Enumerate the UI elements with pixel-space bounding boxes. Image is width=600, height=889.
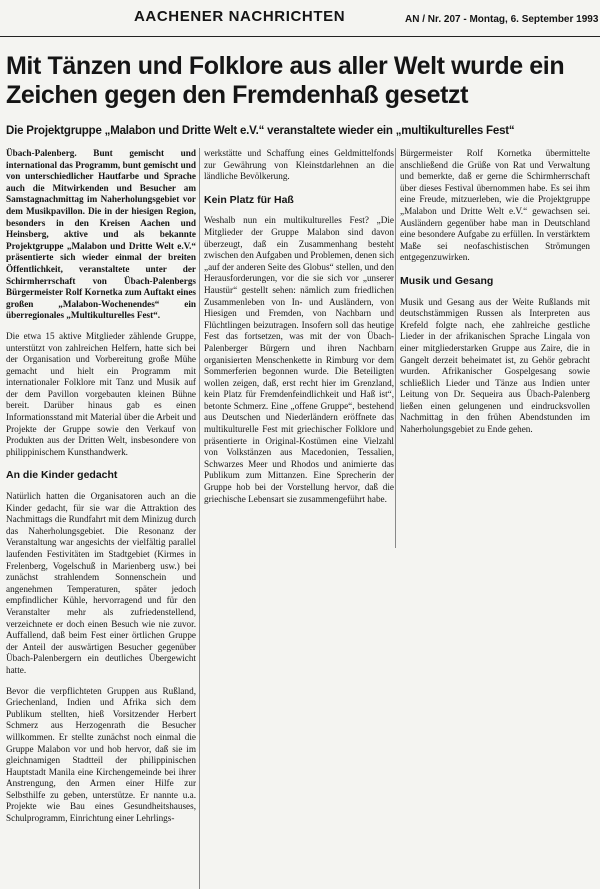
article-paragraph: werkstätte und Schaffung eines Geldmittelfonds zur Gewährung von Kleinstdarlehnen an die ländliche Bevölkerung. [204,148,394,182]
section-heading: An die Kinder gedacht [6,469,118,482]
article-lead-paragraph: Übach-Palenberg. Bunt gemischt und international das Programm, bunt gemischt und von unterschiedlicher Hautfarbe und Sprache auch die Mitwirkenden und Besucher am Samstagnachmittag im Naherholungsgebiet vor dem Musikpavillon. Die in der hiesigen Region, besonders in den Kreisen Aachen und Heinsberg, aktive und als bekannte Projektgruppe „Malabon und Dritte Welt e.V.“ präsentierte sich wieder einmal der breiten Öffentlichkeit, veranstaltete unter der Schirmherrschaft von Übach-Palenbergs Bürgermeister Rolf Kornetka zum Auftakt eines großen „Malabon-Wochenendes“ ein überregionales „Multikulturelles Fest“. [6,148,196,321]
article-column-1 [6,148,196,889]
article-column-3 [400,148,590,478]
article-subheadline: Die Projektgruppe „Malabon und Dritte Welt e.V.“ veranstaltete wieder ein „multikulturelles Fest“ [6,125,515,137]
article-paragraph: Bevor die verpflichteten Gruppen aus Rußland, Griechenland, Indien und Afrika sich dem Publikum stellten, hieß Vorsitzender Herbert Schmerz aus Herzogenrath die Besucher willkommen. Er stellte zunächst noch einmal die Gruppe Malabon vor und hob hervor, daß sie im gleichnamigen Stadtteil der philippinischen Hauptstadt Manila eine Kirchengemeinde bei ihrer Anstrengung, den Armen einer Hilfe zur Selbsthilfe zu geben, unterstütze. Er nannte u.a. Projekte wie Bau eines Gesundheitshauses, Schulprogramm, Einrichtung einer Lehrlings- [6,685,196,824]
masthead [0,0,600,37]
article-headline: Mit Tänzen und Folklore aus aller Welt wurde ein Zeichen gegen den Fremdenhaß gesetzt [6,52,565,109]
article-paragraph: Natürlich hatten die Organisatoren auch an die Kinder gedacht, für sie war die Attraktion des Nachmittags die Rundfahrt mit dem Minizug durch das Naherholungsgebiet. Die Resonanz der Veranstaltung war angesichts der vielfältig parallel laufenden Festivitäten im Stadtgebiet (Kirmes in Frelenberg, Vogelschuß in Marienberg usw.) bei zunächst strahlendem Sonnenschein und angenehmen Temperaturen, später jedoch empfindlicher Kühle, hervorragend und für den Veranstalter mehr als zufriedenstellend, verzeichnete er doch einen Besuch wie nie zuvor. Auffallend, daß beim Fest einer örtlichen Gruppe der Anteil der auswärtigen Besucher gegenüber Übach-Palenbergern ein deutliches Übergewicht hatte. [6,491,196,675]
article-paragraph: Die etwa 15 aktive Mitglieder zählende Gruppe, unterstützt von zahlreichen Helfern, hatte sich bei der Organisation und Vorbereitung große Mühe gemacht und hielt ein Programm mit internationaler Folklore mit Tanz und Musik auf der dem Pavillon vorgebauten kleinen Bühne bereit. Darüber hinaus gab es einen Informationsstand mit Material über die Arbeit und Projekte der Gruppe sowie den Verkauf von Produkten aus der Dritten Welt, insbesondere von philippinischem Kunsthandwerk. [6,330,196,457]
article-paragraph: Weshalb nun ein multikulturelles Fest? „Die Mitglieder der Gruppe Malabon sind davon überzeugt, daß ein Zusammenhang besteht zwischen den Aufgaben und Problemen, denen sich „auf der anderen Seite des Globus“ stellen, und den Herausforderungen, vor die sie sich vor „unserer Haustür“ gestellt sehen: nämlich zum friedlichen Zusammenleben von In- und Ausländern, von Hiesigen und Fremden, von Nachbarn und Flüchtlingen beizutragen. Insofern soll das heutige Fest das fortsetzen, was mit der von Übach-Palenberger Bürgern und ihren Nachbarn organisierten Menschenkette in Rimburg vor dem Sommerferien begonnen wurde. Die Beteiligten wollen zeigen, daß, erst recht hier im Grenzland, kein Platz für Fremdenfeindlichkeit und Haß ist“, betonte Schmerz. Eine „offene Gruppe“, bestehend aus Deutschen und Niederländern eröffnete das multikulturelle Fest mit griechischer Folklore und präsentierte in Original-Kostümen eine Vielzahl von Volkstänzen aus Macedonien, Tessalien, Schwarzes Meer und Rhodos und animierte das Publikum zum Mittanzen. Eine Sprecherin der Gruppe hob bei der Vorstellung hervor, daß die griechische Lebensart sie zusammengeführt habe. [204,215,394,504]
issue-date-line: AN / Nr. 207 - Montag, 6. September 1993 [405,14,599,25]
article-paragraph: Bürgermeister Rolf Kornetka übermittelte anschließend die Grüße von Rat und Verwaltung und bemerkte, daß er gerne die Schirmherrschaft über dieses Festival übernommen habe. Es sei ihm eine Freude, mitzuerleben, wie die Projektgruppe „Malabon und Dritte Welt e.V.“ gewachsen sei. Ausländern gegenüber habe man in Deutschland eine besondere Aufgabe zu erfüllen. In verstärktem Maße sei neofaschistischen Strömungen entgegenzuwirken. [400,148,590,263]
column-divider [395,148,396,548]
article-column-2 [204,148,394,548]
section-heading: Musik und Gesang [400,274,494,287]
newspaper-name: AACHENER NACHRICHTEN [134,8,346,25]
article-paragraph: Musik und Gesang aus der Weite Rußlands mit deutschstämmigen Russen als Interpreten aus Krefeld folgte nach, ehe zahlreiche gestliche Lieder in der afrikanischen Sprache Lingala von einer mitgliederstarken Gruppe aus Zaire, die in Gangelt derzeit beheimatet ist, zu Gehör gebracht wurden. Afrikanischer Gospelgesang sowie schließlich Lieder und Tänze aus Indien unter Leitung von Dr. Sequeira aus Übach-Palenberg ließen einen gelungenen und eindrucksvollen Nachmittag in den frühen Abendstunden im Naherholungsgebiet zu Ende gehen. [400,296,590,435]
column-divider [199,148,200,889]
section-heading: Kein Platz für Haß [204,193,294,206]
